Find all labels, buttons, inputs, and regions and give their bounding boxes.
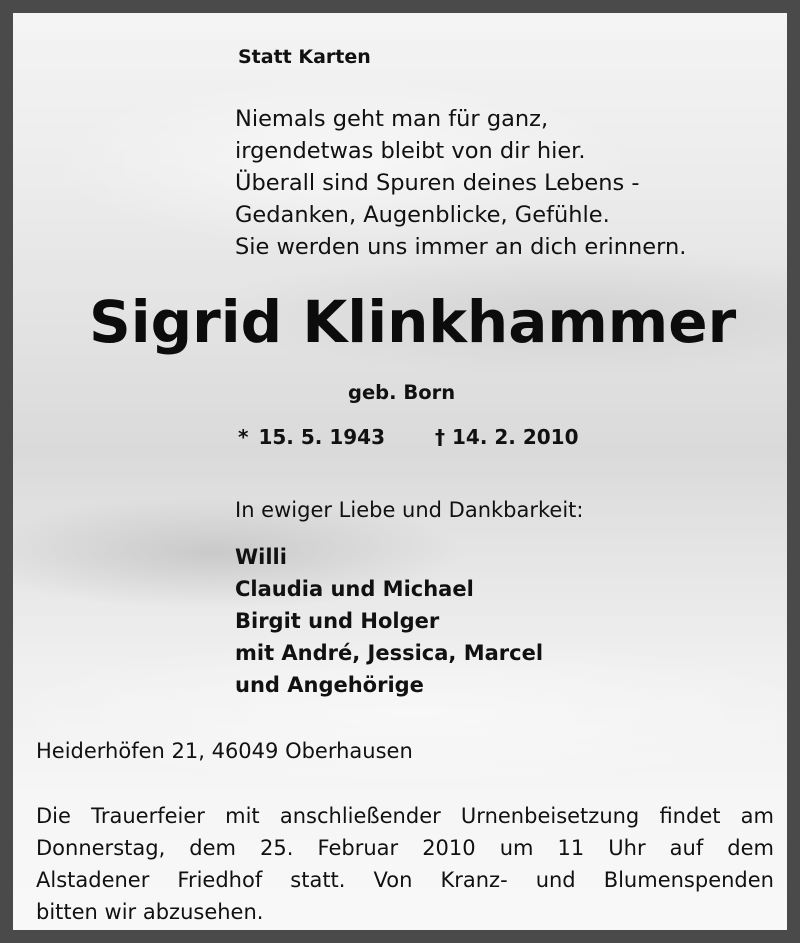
poem-line: Gedanken, Augenblicke, Gefühle.: [235, 202, 610, 228]
poem-line: Überall sind Spuren deines Lebens -: [235, 170, 640, 196]
poem-line: Niemals geht man für ganz,: [235, 106, 549, 132]
poem-line: irgendetwas bleibt von dir hier.: [235, 138, 586, 164]
dedication-line: In ewiger Liebe und Dankbarkeit:: [235, 498, 584, 522]
family-list: [235, 541, 543, 701]
statt-karten-heading: Statt Karten: [238, 46, 371, 68]
notice-line: Die Trauerfeier mit anschließender Urnenbeisetzung findet am: [36, 804, 774, 828]
funeral-notice: [36, 800, 774, 928]
poem: [235, 103, 686, 263]
family-member: mit André, Jessica, Marcel: [235, 641, 544, 665]
obituary-card: [13, 13, 787, 930]
life-dates: [238, 425, 579, 449]
death-date: 14. 2. 2010: [451, 425, 579, 449]
poem-line: Sie werden uns immer an dich erinnern.: [235, 234, 687, 260]
family-member: und Angehörige: [235, 673, 424, 697]
family-member: Claudia und Michael: [235, 577, 474, 601]
birth-date: 15. 5. 1943: [258, 425, 386, 449]
family-member: Willi: [235, 545, 287, 569]
family-member: Birgit und Holger: [235, 609, 440, 633]
death-symbol: †: [435, 425, 446, 449]
notice-line: Alstadener Friedhof statt. Von Kranz- und Blumenspenden: [36, 868, 774, 892]
birth-symbol: *: [238, 425, 249, 449]
address: Heiderhöfen 21, 46049 Oberhausen: [36, 739, 413, 763]
notice-line: bitten wir abzusehen.: [36, 900, 264, 924]
notice-line: Donnerstag, dem 25. Februar 2010 um 11 Uhr auf dem: [36, 836, 774, 860]
maiden-name: geb. Born: [348, 381, 456, 404]
deceased-name: Sigrid Klinkhammer: [89, 288, 737, 356]
